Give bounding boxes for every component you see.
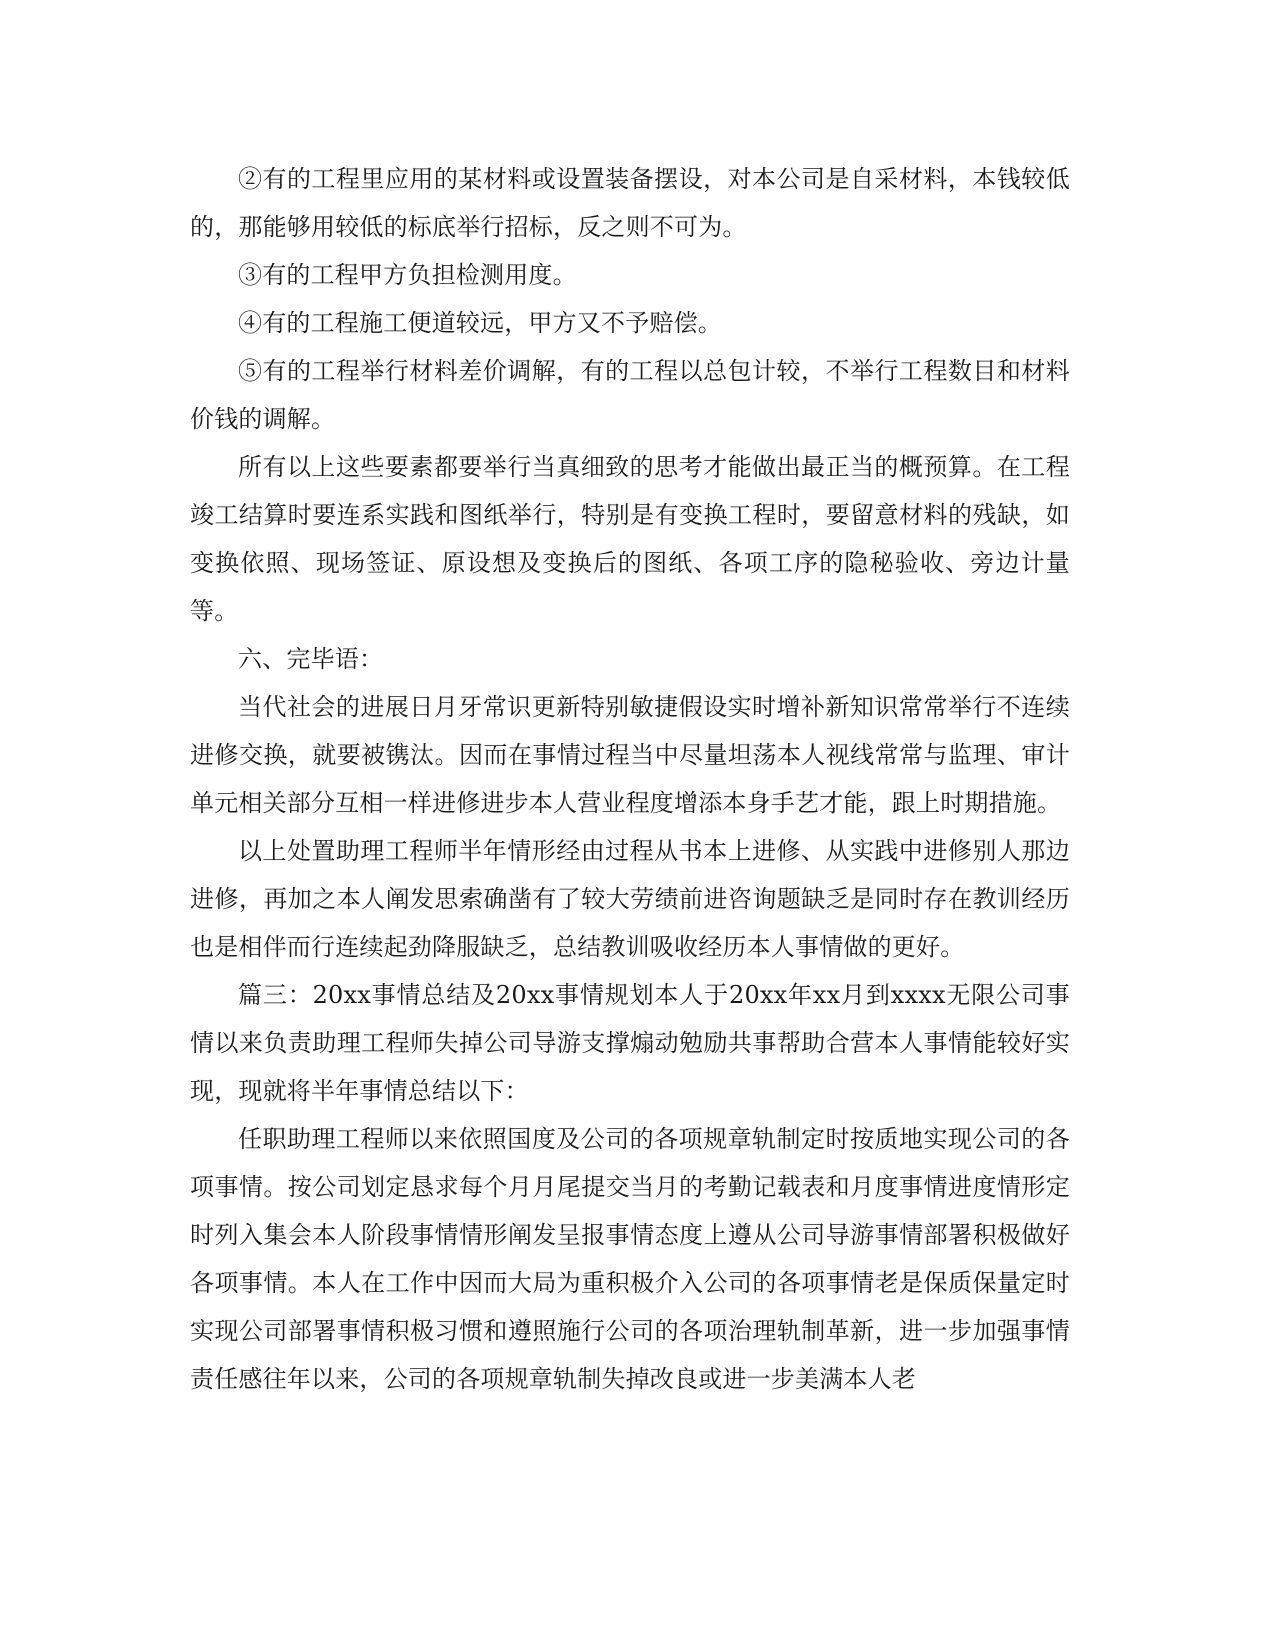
paragraph-item-4: ④有的工程施工便道较远，甲方又不予赔偿。 — [238, 309, 722, 337]
paragraph-summary: 所有以上这些要素都要举行当真细致的思考才能做出最正当的概预算。在工程竣工结算时要连系实践和图纸举行，特别是有变换工程时，要留意材料的残缺，如变换依照、现场签证、原设想及变换后的图纸、各项工序的隐秘验收、旁边计量等。 — [190, 453, 1070, 625]
document-body — [190, 155, 1070, 1403]
paragraph-duties: 任职助理工程师以来依照国度及公司的各项规章轨制定时按质地实现公司的各项事情。按公司划定恳求每个月月尾提交当月的考勤记载表和月度事情进度情形定时列入集会本人阶段事情情形阐发呈报事情态度上遵从公司导游事情部署积极做好各项事情。本人在工作中因而大局为重积极介入公司的各项事情老是保质保量定时实现公司部署事情积极习惯和遵照施行公司的各项治理轨制革新，进一步加强事情责任感往年以来，公司的各项规章轨制失掉改良或进一步美满本人老 — [190, 1125, 1070, 1393]
paragraph-conclusion: 当代社会的进展日月牙常识更新特别敏捷假设实时增补新知识常常举行不连续进修交换，就要被镌汰。因而在事情过程当中尽量坦荡本人视线常常与监理、审计单元相关部分互相一样进修进步本人营业程度增添本身手艺才能，跟上时期措施。 — [190, 693, 1070, 817]
paragraph-item-3: ③有的工程甲方负担检测用度。 — [238, 261, 577, 289]
paragraph-item-2: ②有的工程里应用的某材料或设置装备摆设，对本公司是自采材料，本钱较低的，那能够用较低的标底举行招标，反之则不可为。 — [190, 165, 1070, 241]
section-heading-conclusion: 六、完毕语： — [238, 645, 384, 673]
paragraph-reflection: 以上处置助理工程师半年情形经由过程从书本上进修、从实践中进修别人那边进修，再加之本人阐发思索确凿有了较大劳绩前进咨询题缺乏是同时存在教训经历也是相伴而行连续起劲降服缺乏，总结教训吸收经历本人事情做的更好。 — [190, 837, 1070, 961]
paragraph-item-5: ⑤有的工程举行材料差价调解，有的工程以总包计较，不举行工程数目和材料价钱的调解。 — [190, 357, 1070, 433]
paragraph-part-three: 篇三：20xx事情总结及20xx事情规划本人于20xx年xx月到xxxx无限公司事情以来负责助理工程师失掉公司导游支撑煽动勉励共事帮助合营本人事情能较好实现，现就将半年事情总结以下： — [190, 981, 1070, 1105]
